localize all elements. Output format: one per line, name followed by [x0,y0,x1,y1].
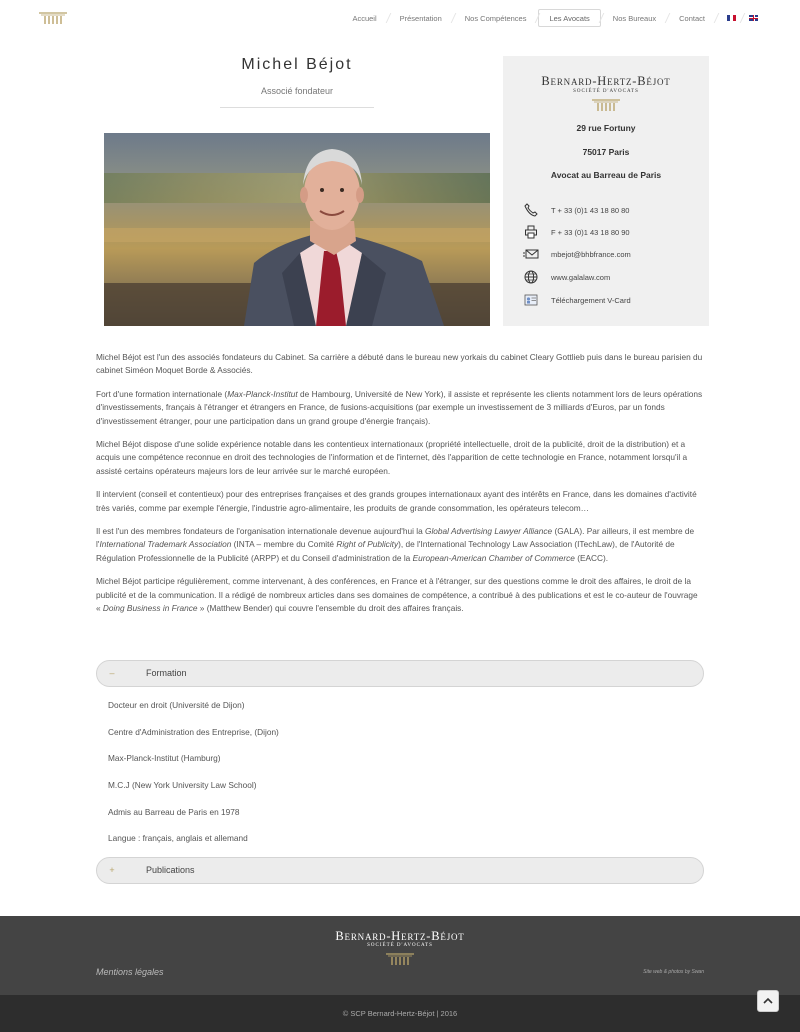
vcard-icon [523,292,539,308]
lawyer-name: Michel Béjot [241,56,353,73]
divider [220,107,374,108]
contact-card [503,56,709,326]
email-row[interactable] [523,246,703,262]
phone-icon [523,202,539,218]
collapse-icon: – [109,668,115,678]
list-item: Langue : français, anglais et allemand [108,833,248,844]
envelope-icon [523,246,539,262]
lawyer-portrait-photo [104,133,490,326]
website-row[interactable] [523,269,703,285]
bio-paragraph: Il intervient (conseil et contentieux) pour des entreprises françaises et des grands groupes internationaux ayant des intérêts en France, dans les domaines d'activité très variés, comme par exemple l'énergie, l'industrie agro-alimentaire, les produits de grande consommation, les opérateurs telecom… [96,489,697,513]
nav-bureaux[interactable]: Nos Bureaux [612,14,657,23]
phone-row[interactable] [523,202,703,218]
logo-columns-icon [385,952,415,966]
mentions-legales-link[interactable]: Mentions légales [96,967,164,977]
card-bar-admission: Avocat au Barreau de Paris [550,170,662,180]
biography [96,351,704,626]
fax-row [523,224,703,240]
list-item: Admis au Barreau de Paris en 1978 [108,806,240,817]
card-logo-text: Bernard-Hertz-Béjot [541,74,671,88]
printer-icon [523,224,539,240]
bio-paragraph: Michel Béjot est l'un des associés fondateurs du Cabinet. Sa carrière a débuté dans le bureau new yorkais du cabinet Cleary Gottlieb puis dans le bureau parisien du cabinet Siméon Moquet Borde & Associés. [96,352,703,376]
website-link[interactable]: www.galalaw.com [551,272,611,282]
fax-number: F + 33 (0)1 43 18 80 90 [551,227,630,237]
site-credit-link[interactable]: Site web & photos by Swan [643,969,704,975]
flag-fr-icon[interactable] [727,15,736,21]
publications-accordion-toggle[interactable] [96,857,704,884]
nav-avocats[interactable]: Les Avocats [538,9,600,27]
list-item: Centre d'Administration des Entreprise, (Dijon) [108,726,279,737]
copyright-bar [0,995,800,1032]
logo-columns-icon [591,98,621,112]
bio-paragraph: Michel Béjot dispose d'une solide expérience notable dans les contentieux internationaux (propriété intellectuelle, droit de la publicité, droit de la distribution) et a acquis une compétence reconnue en droit des technologies de l'information et de l'internet, dès l'apparition de cette technologie en France, notamment lorsqu'il a assisté certains opérateurs majeurs lors de leur arrivée sur le marché européen. [96,439,688,476]
flag-en-icon[interactable] [749,15,758,21]
email-link[interactable]: mbejot@bhbfrance.com [551,249,631,259]
nav-separator [740,13,746,23]
nav-contact[interactable]: Contact [679,14,705,23]
globe-icon [523,269,539,285]
card-logo-subtitle: SOCIÉTÉ D'AVOCATS [573,89,639,94]
bio-paragraph: Fort d'une formation internationale (Max-Planck-Institut de Hambourg, Université de New York), il assiste et représente les clients notamment lors de leurs opérations d'investissements, français à l'étranger et étrangers en France, de fusions-acquisitions (par exemple un investissement de 3 milliards d'Euros, par un fonds d'investissement étranger, pour une participation dans un grand groupe d'énergie français). [96,388,703,426]
vcard-row[interactable] [523,292,703,308]
lawyer-role: Associé fondateur [260,86,334,96]
phone-number: T + 33 (0)1 43 18 80 80 [551,205,630,215]
vcard-download-link[interactable]: Téléchargement V-Card [551,295,631,305]
logo-columns-icon[interactable] [38,11,68,25]
accordion-label: Formation [146,668,187,678]
bio-paragraph: Michel Béjot participe régulièrement, comme intervenant, à des conférences, en France et à l'étranger, sur des questions comme le droit des affaires, le droit de la publicité et de la communication. Il a rédigé de nombreux articles dans ses domaines de compétence, a contribué à des publications et est le co-auteur de l'ouvrage « Doing Business in France » (Matthew Bender) qui couvre l'ensemble du droit des affaires français. [96,576,698,614]
list-item: M.C.J (New York University Law School) [108,780,257,791]
footer-logo-subtitle: SOCIÉTÉ D'AVOCATS [367,943,433,948]
footer [0,916,800,995]
card-address-city: 75017 Paris [582,147,630,157]
accordion-label: Publications [146,865,195,875]
formation-list [108,699,688,859]
expand-icon: + [109,865,115,875]
footer-logo-text: Bernard-Hertz-Béjot [335,929,465,943]
nav-accueil[interactable]: Accueil [352,14,377,23]
copyright-text: © SCP Bernard-Hertz-Béjot | 2016 [342,1009,458,1018]
nav-competences[interactable]: Nos Compétences [464,14,527,23]
list-item: Max-Planck-Institut (Hamburg) [108,753,221,764]
main-nav [341,9,762,27]
header [0,0,800,36]
chevron-up-icon [763,997,773,1005]
list-item: Docteur en droit (Université de Dijon) [108,700,245,710]
nav-presentation[interactable]: Présentation [399,14,442,23]
card-address-street: 29 rue Fortuny [576,123,636,133]
scroll-to-top-button[interactable] [757,990,779,1012]
bio-paragraph: Il est l'un des membres fondateurs de l'organisation internationale devenue aujourd'hui la Global Advertising Lawyer Alliance (GALA). Par ailleurs, il est membre de l'International Trademark Association (INTA – membre du Comité Right of Publicity), de l'International Technology Law Association (ITechLaw), de l'Autorité de Régulation Professionnelle de la Publicité (ARPP) et du Conseil d'administration de la European-American Chamber of Commerce (EACC). [96,526,695,563]
formation-accordion-toggle[interactable] [96,660,704,687]
